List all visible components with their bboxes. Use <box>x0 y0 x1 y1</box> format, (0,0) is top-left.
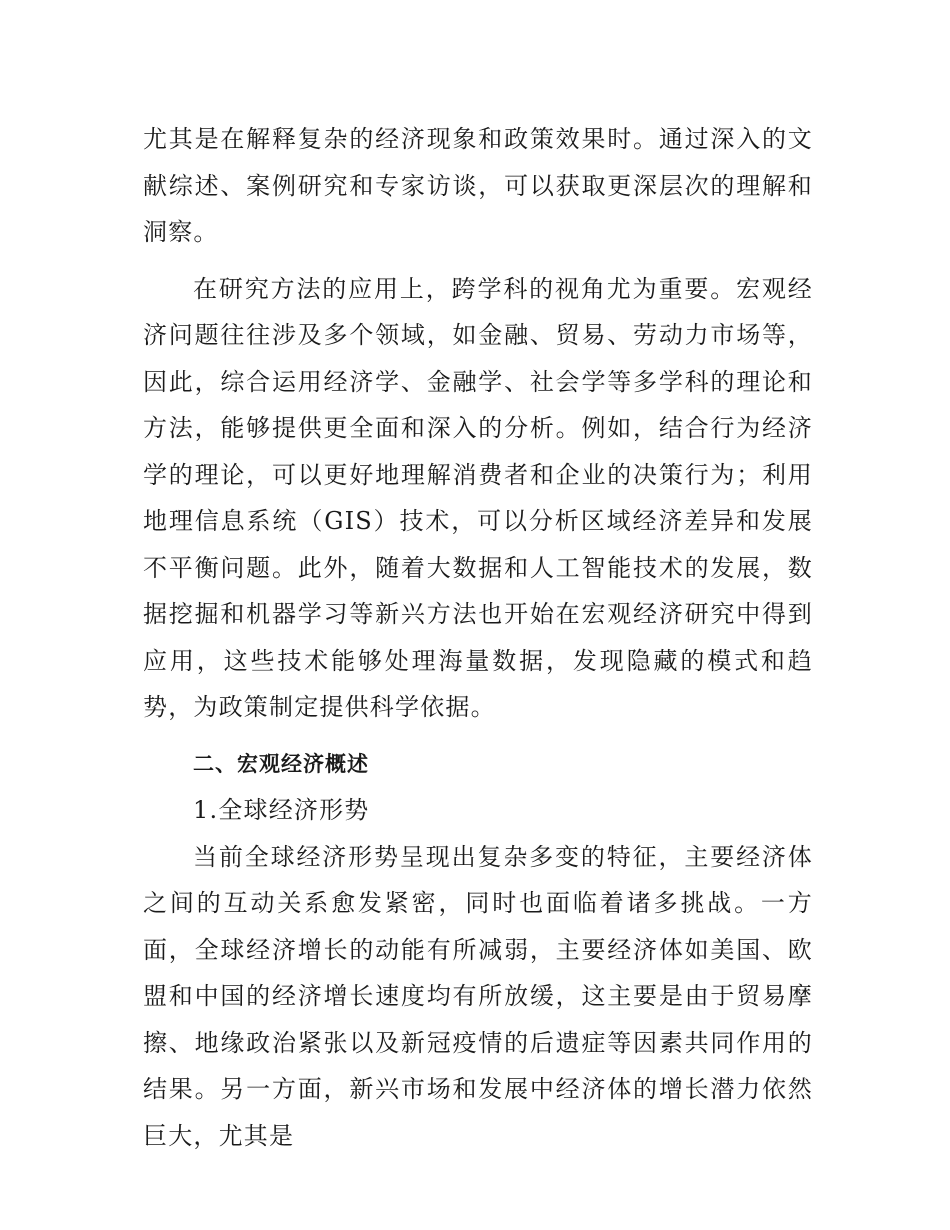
document-body <box>143 116 813 1169</box>
subsection-heading: 1.全球经济形势 <box>193 796 370 824</box>
section-heading: 二、宏观经济概述 <box>193 751 369 776</box>
paragraph-global-economy: 当前全球经济形势呈现出复杂多变的特征，主要经济体之间的互动关系愈发紧密，同时也面临着诸多挑战。一方面，全球经济增长的动能有所减弱，主要经济体如美国、欧盟和中国的经济增长速度均有所放缓，这主要是由于贸易摩擦、地缘政治紧张以及新冠疫情的后遗症等因素共同作用的结果。另一方面，新兴市场和发展中经济体的增长潜力依然巨大，尤其是 <box>143 842 813 1150</box>
paragraph-research-methods: 在研究方法的应用上，跨学科的视角尤为重要。宏观经济问题往往涉及多个领域，如金融、贸易、劳动力市场等，因此，综合运用经济学、金融学、社会学等多学科的理论和方法，能够提供更全面和深入的分析。例如，结合行为经济学的理论，可以更好地理解消费者和企业的决策行为；利用地理信息系统（GIS）技术，可以分析区域经济差异和发展不平衡问题。此外，随着大数据和人工智能技术的发展，数据挖掘和机器学习等新兴方法也开始在宏观经济研究中得到应用，这些技术能够处理海量数据，发现隐藏的模式和趋势，为政策制定提供科学依据。 <box>143 274 813 721</box>
paragraph-continuation: 尤其是在解释复杂的经济现象和政策效果时。通过深入的文献综述、案例研究和专家访谈，可以获取更深层次的理解和洞察。 <box>143 125 813 246</box>
